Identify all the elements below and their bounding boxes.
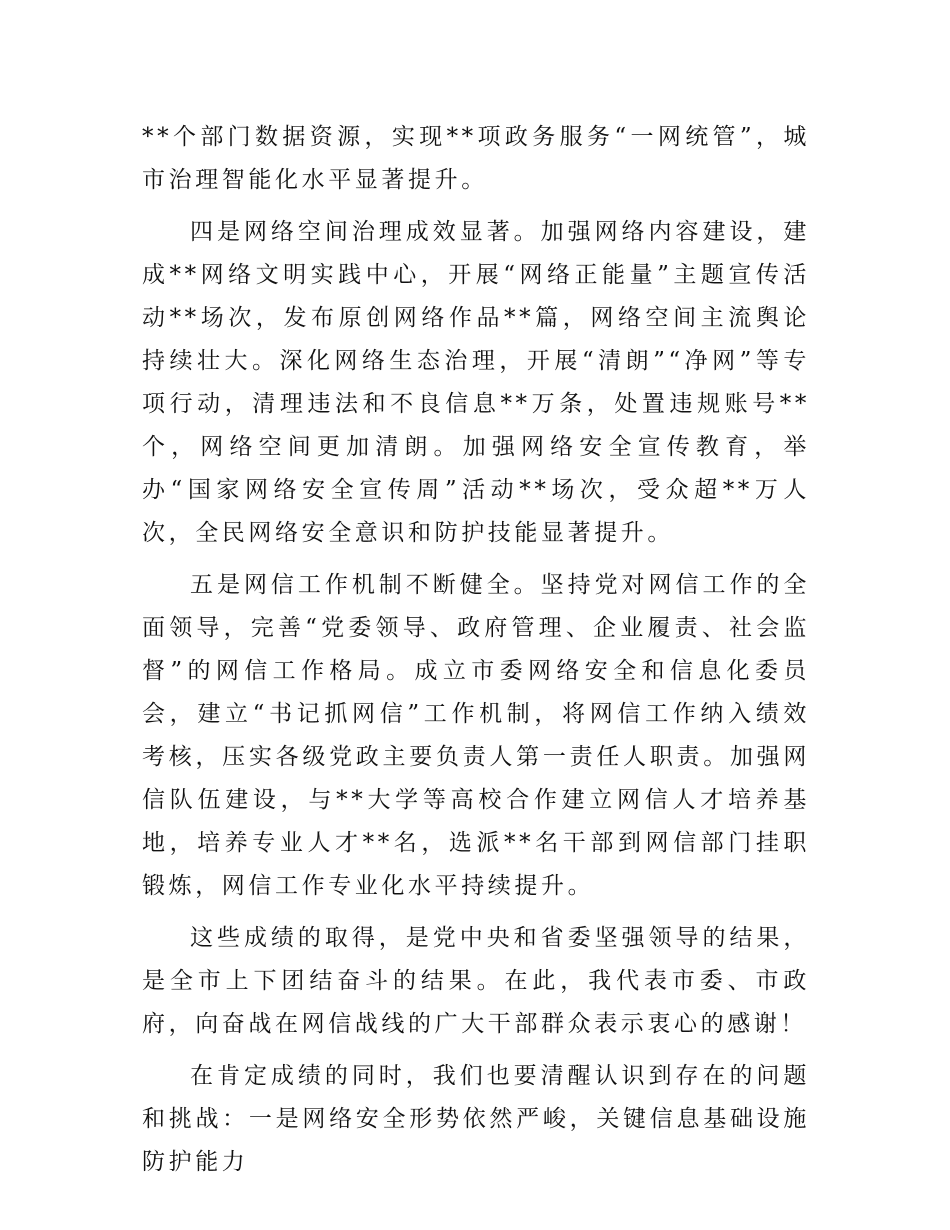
- paragraph-1: **个部门数据资源，实现**项政务服务“一网统管”，城市治理智能化水平显著提升。: [142, 124, 810, 193]
- paragraph-3: 五是网信工作机制不断健全。坚持党对网信工作的全面领导，完善“党委领导、政府管理、企业履责、社会监督”的网信工作格局。成立市委网络安全和信息化委员会，建立“书记抓网信”工作机制，将网信工作纳入绩效考核，压实各级党政主要负责人第一责任人职责。加强网信队伍建设，与**大学等高校合作建立网信人才培养基地，培养专业人才**名，选派**名干部到网信部门挂职锻炼，网信工作专业化水平持续提升。: [142, 572, 810, 899]
- paragraph-5: 在肯定成绩的同时，我们也要清醒认识到存在的问题和挑战：一是网络安全形势依然严峻，关键信息基础设施防护能力: [142, 1063, 810, 1175]
- paragraph-4: 这些成绩的取得，是党中央和省委坚强领导的结果，是全市上下团结奋斗的结果。在此，我代表市委、市政府，向奋战在网信战线的广大干部群众表示衷心的感谢！: [142, 925, 810, 1037]
- document-body: [142, 116, 810, 1193]
- paragraph-2: 四是网络空间治理成效显著。加强网络内容建设，建成**网络文明实践中心，开展“网络正能量”主题宣传活动**场次，发布原创网络作品**篇，网络空间主流舆论持续壮大。深化网络生态治理，开展“清朗”“净网”等专项行动，清理违法和不良信息**万条，处置违规账号**个，网络空间更加清朗。加强网络安全宣传教育，举办“国家网络安全宣传周”活动**场次，受众超**万人次，全民网络安全意识和防护技能显著提升。: [142, 219, 810, 546]
